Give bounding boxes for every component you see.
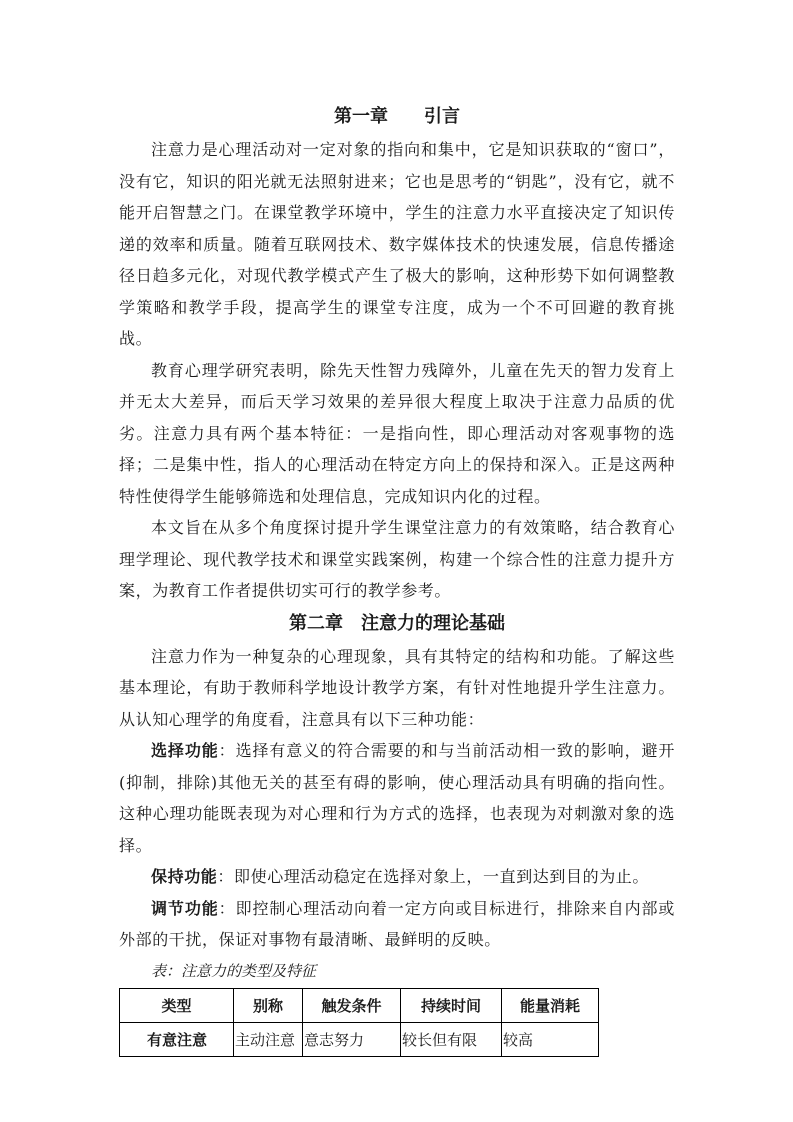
function-selection [119, 735, 675, 861]
cell-energy: 较高 [502, 1022, 599, 1056]
function-maintenance [119, 861, 675, 893]
cell-alias: 主动注意 [234, 1022, 303, 1056]
function-description: ：即控制心理活动向着一定方向或目标进行，排除来自内部或外部的干扰，保证对事物有最清晰、最鲜明的反映。 [119, 898, 675, 949]
document-page [119, 100, 675, 1057]
header-trigger: 触发条件 [303, 988, 401, 1022]
function-term: 调节功能 [151, 898, 219, 918]
table-caption: 表：注意力的类型及特征 [151, 961, 317, 980]
function-term: 选择功能 [151, 741, 219, 760]
function-description: ：即使心理活动稳定在选择对象上，一直到达到目的为止。 [217, 867, 650, 886]
function-term: 保持功能 [151, 867, 218, 886]
chapter-2-intro: 注意力作为一种复杂的心理现象，具有其特定的结构和功能。了解这些基本理论，有助于教师科学地设计教学方案，有针对性地提升学生注意力。从认知心理学的角度看，注意具有以下三种功能： [119, 646, 675, 729]
cell-duration: 较长但有限 [401, 1022, 502, 1056]
function-description: ：选择有意义的符合需要的和与当前活动相一致的影响，避开(抑制，排除)其他无关的甚至有碍的影响，使心理活动具有明确的指向性。这种心理功能既表现为对心理和行为方式的选择，也表现为对刺激对象的选择。 [119, 741, 675, 855]
cell-trigger: 意志努力 [303, 1022, 401, 1056]
table-header-row [120, 988, 599, 1022]
chapter-1-paragraph-1: 注意力是心理活动对一定对象的指向和集中，它是知识获取的“窗口”，没有它，知识的阳光就无法照射进来；它也是思考的“钥匙”，没有它，就不能开启智慧之门。在课堂教学环境中，学生的注意力水平直接决定了知识传递的效率和质量。随着互联网技术、数字媒体技术的快速发展，信息传播途径日趋多元化，对现代教学模式产生了极大的影响，这种形势下如何调整教学策略和教学手段，提高学生的课堂专注度，成为一个不可回避的教育挑战。 [119, 140, 675, 348]
table-row [120, 1022, 599, 1056]
function-regulation [119, 893, 675, 956]
chapter-1-title: 第一章 引言 [334, 106, 460, 127]
chapter-1-paragraph-2: 教育心理学研究表明，除先天性智力残障外，儿童在先天的智力发育上并无太大差异，而后天学习效果的差异很大程度上取决于注意力品质的优劣。注意力具有两个基本特征：一是指向性，即心理活动对客观事物的选择；二是集中性，指人的心理活动在特定方向上的保持和深入。正是这两种特性使得学生能够筛选和处理信息，完成知识内化的过程。 [119, 360, 675, 506]
header-alias: 别称 [234, 988, 303, 1022]
header-type: 类型 [120, 988, 234, 1022]
chapter-2-title: 第二章 注意力的理论基础 [289, 612, 505, 634]
header-energy: 能量消耗 [502, 988, 599, 1022]
chapter-1-paragraph-3: 本文旨在从多个角度探讨提升学生课堂注意力的有效策略，结合教育心理学理论、现代教学技术和课堂实践案例，构建一个综合性的注意力提升方案，为教育工作者提供切实可行的教学参考。 [119, 518, 675, 600]
cell-type: 有意注意 [120, 1022, 234, 1056]
attention-types-table [119, 988, 599, 1057]
header-duration: 持续时间 [401, 988, 502, 1022]
